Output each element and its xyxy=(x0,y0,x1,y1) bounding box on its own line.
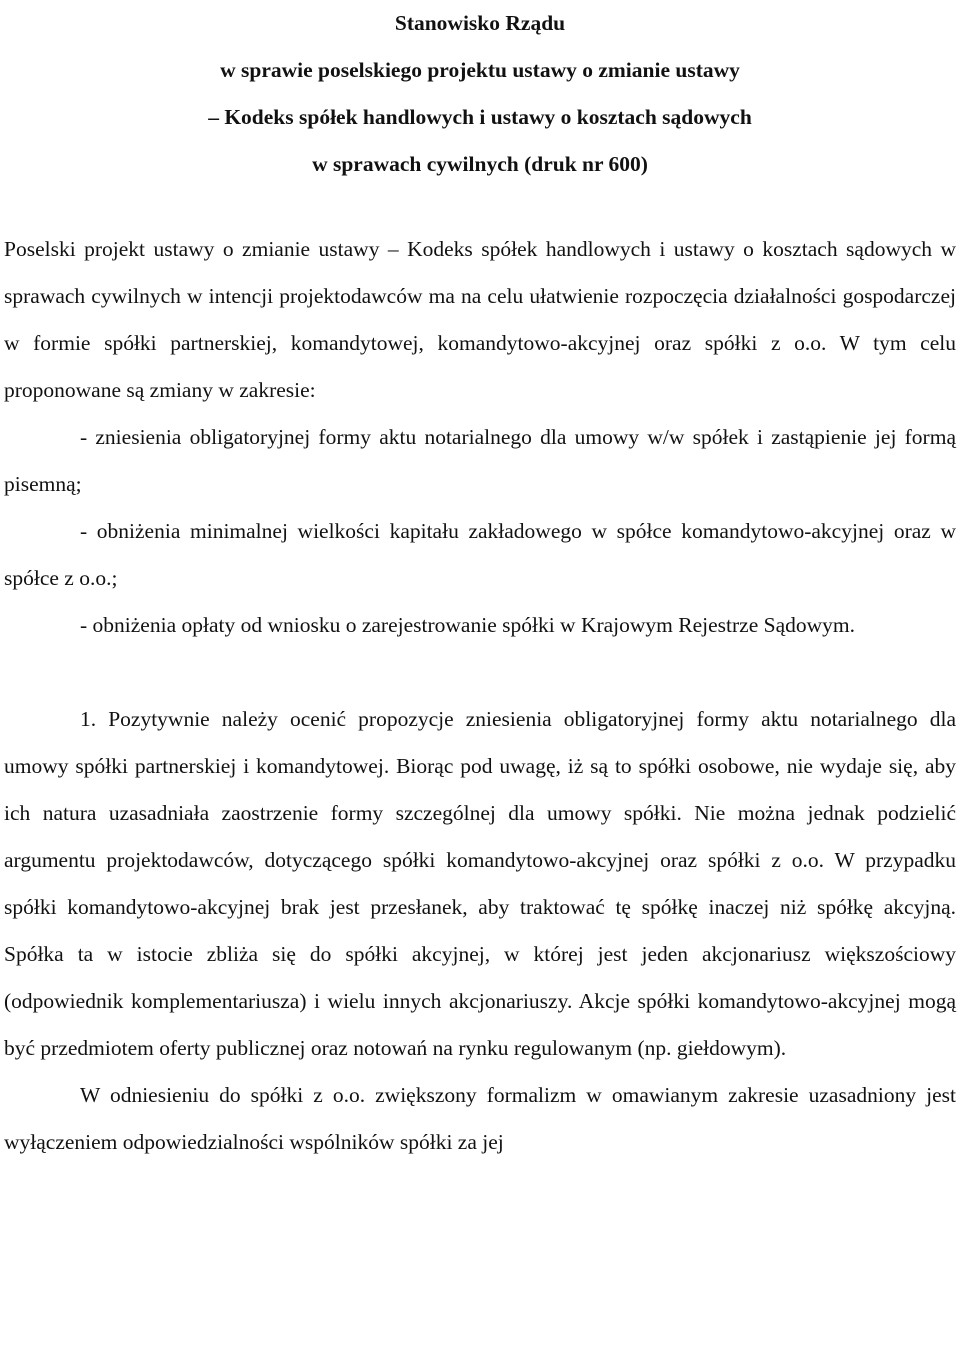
document-title xyxy=(4,0,956,188)
title-line-4: w sprawach cywilnych (druk nr 600) xyxy=(312,152,648,176)
document-body xyxy=(4,226,956,1166)
title-line-2: w sprawie poselskiego projektu ustawy o zmianie ustawy xyxy=(220,58,740,82)
point-1-continuation: W odniesieniu do spółki z o.o. zwiększony formalizm w omawianym zakresie uzasadniony jest wyłączeniem odpowiedzialności wspólników spółki za jej xyxy=(4,1083,956,1154)
paragraph-spacer xyxy=(4,649,956,696)
title-line-1: Stanowisko Rządu xyxy=(394,11,566,35)
list-item-fee: - obniżenia opłaty od wniosku o zarejestrowanie spółki w Krajowym Rejestrze Sądowym. xyxy=(80,613,856,637)
title-line-3: – Kodeks spółek handlowych i ustawy o kosztach sądowych xyxy=(208,105,752,129)
list-item-capital: - obniżenia minimalnej wielkości kapitału zakładowego w spółce komandytowo-akcyjnej oraz w spółce z o.o.; xyxy=(4,519,956,590)
intro-paragraph: Poselski projekt ustawy o zmianie ustawy – Kodeks spółek handlowych i ustawy o kosztach sądowych w sprawach cywilnych w intencji projektodawców ma na celu ułatwienie rozpoczęcia działalności gospodarczej w formie spółki partnerskiej, komandytowej, komandytowo-akcyjnej oraz spółki z o.o. W tym celu proponowane są zmiany w zakresie: xyxy=(4,237,956,402)
point-1-paragraph: 1. Pozytywnie należy ocenić propozycje zniesienia obligatoryjnej formy aktu notarialnego dla umowy spółki partnerskiej i komandytowej. Biorąc pod uwagę, iż są to spółki osobowe, nie wydaje się, aby ich natura uzasadniała zaostrzenie formy szczególnej dla umowy spółki. Nie można jednak podzielić argumentu projektodawców, dotyczącego spółki komandytowo-akcyjnej oraz spółki z o.o. W przypadku spółki komandytowo-akcyjnej brak jest przesłanek, aby traktować tę spółkę inaczej niż spółkę akcyjną. Spółka ta w istocie zbliża się do spółki akcyjnej, w której jest jeden akcjonariusz większościowy (odpowiednik komplementariusza) i wielu innych akcjonariuszy. Akcje spółki komandytowo-akcyjnej mogą być przedmiotem oferty publicznej oraz notowań na rynku regulowanym (np. giełdowym). xyxy=(4,707,956,1060)
list-item-form: - zniesienia obligatoryjnej formy aktu notarialnego dla umowy w/w spółek i zastąpienie jej formą pisemną; xyxy=(4,425,956,496)
document-page xyxy=(4,0,956,1166)
